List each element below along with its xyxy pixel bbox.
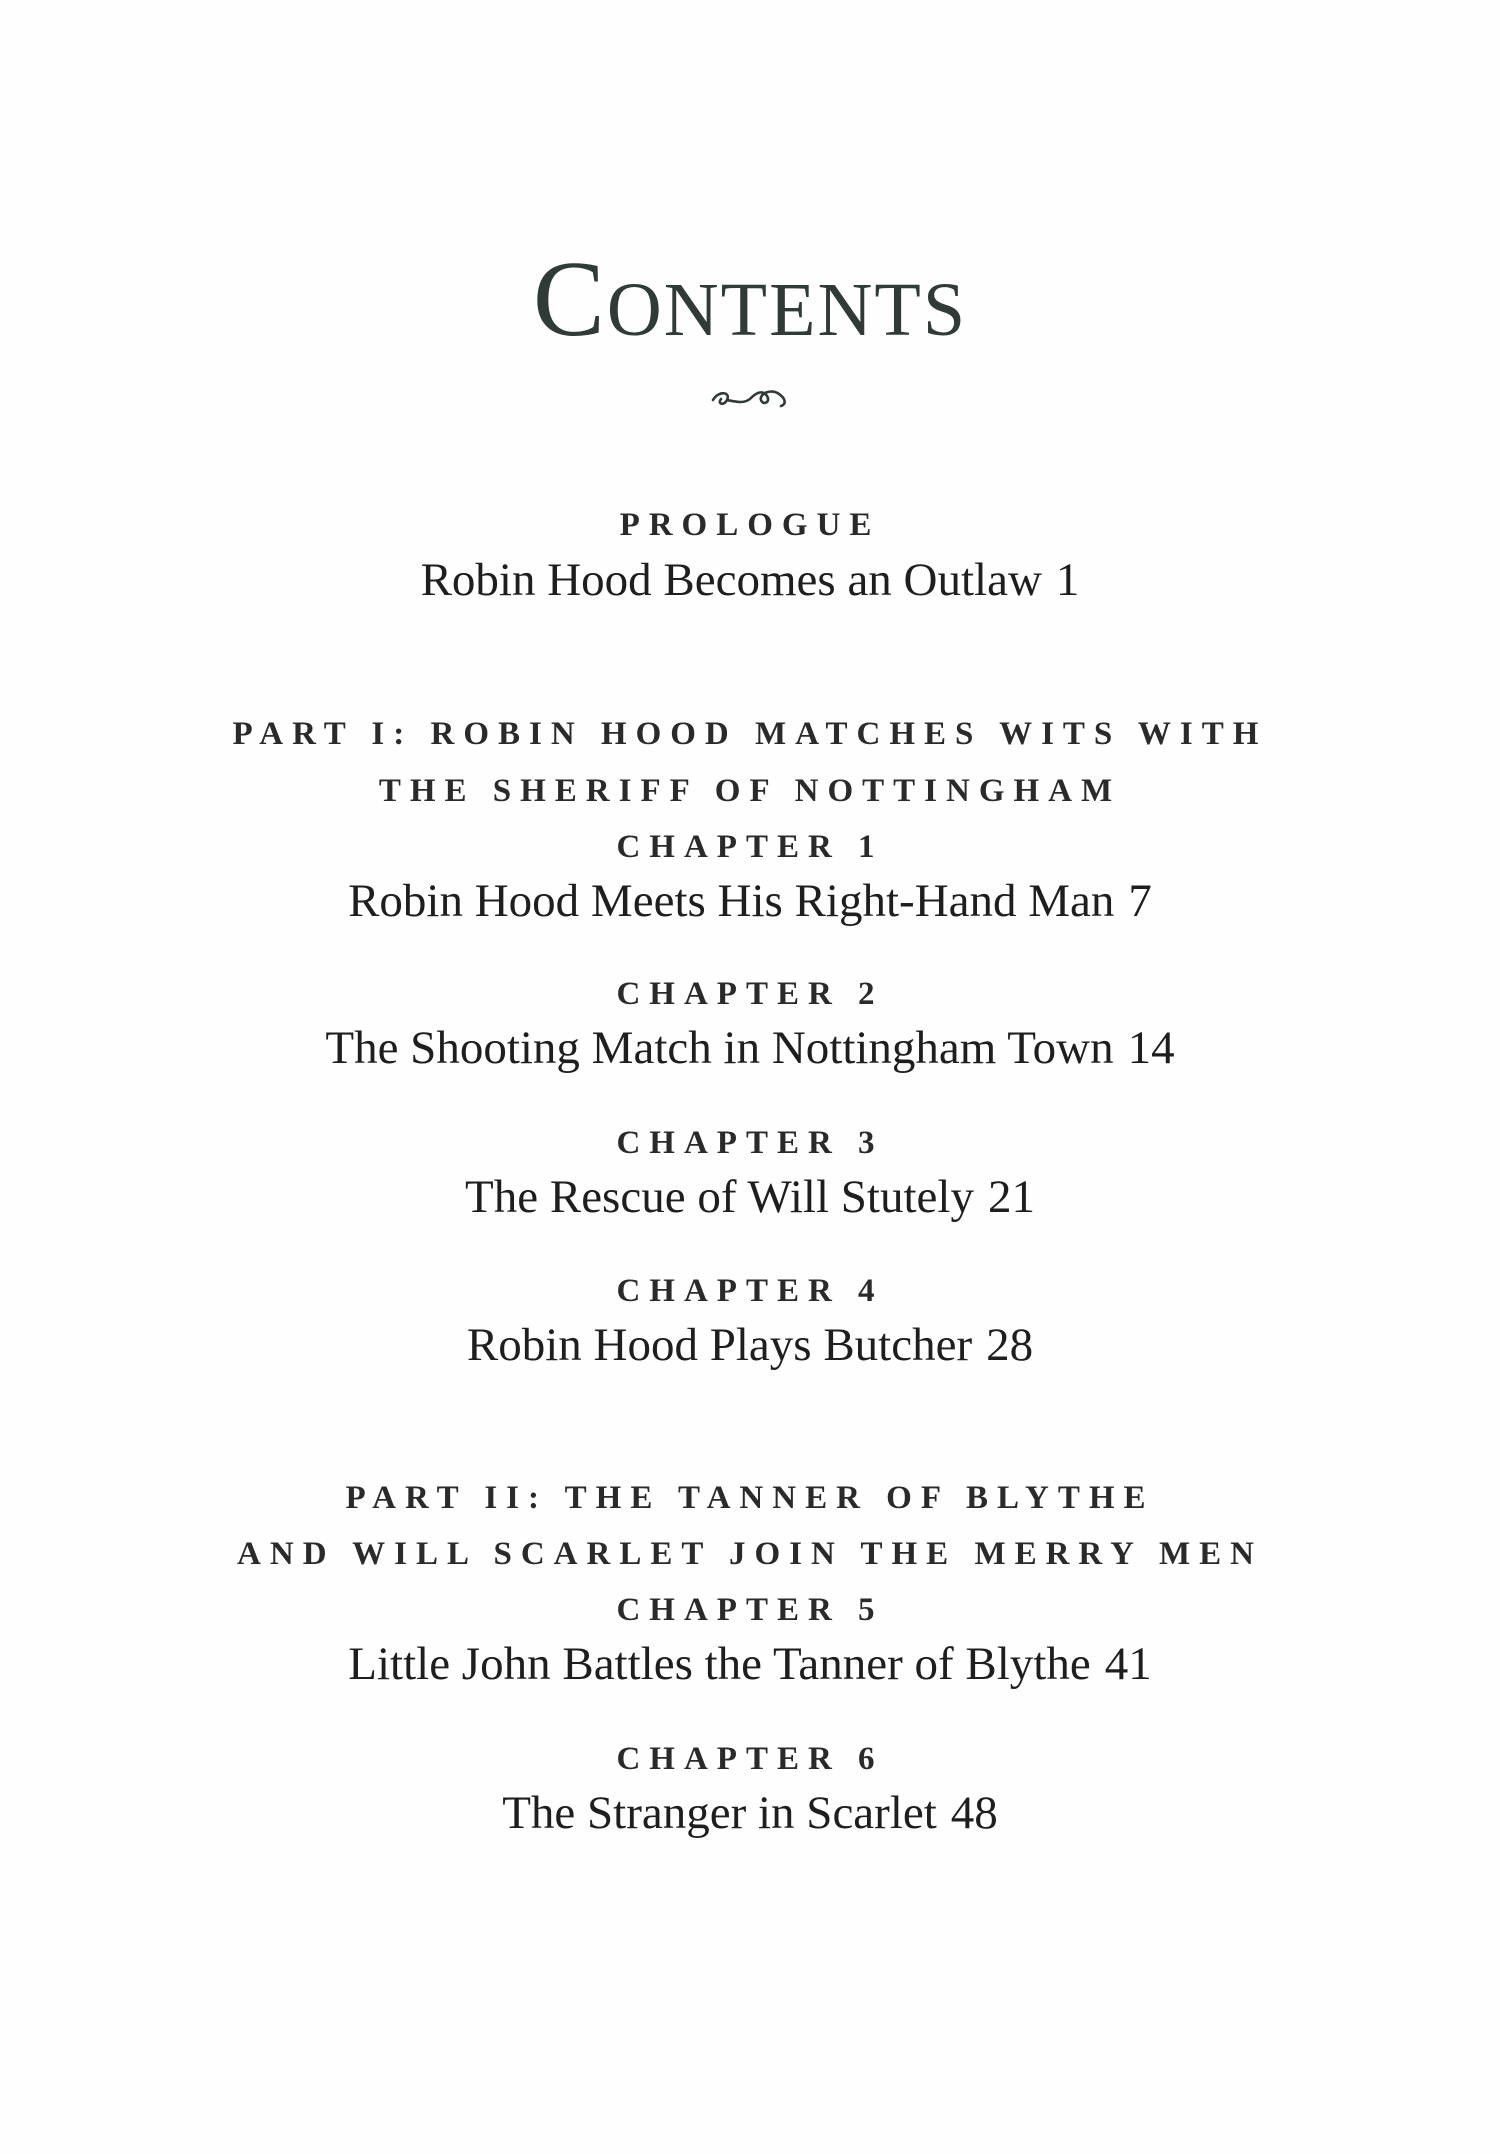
part-heading-line: PART I: ROBIN HOOD MATCHES WITS WITH [232, 716, 1268, 752]
toc-entry-chapter-4[interactable] [0, 1315, 1500, 1375]
chapter-label: CHAPTER 6 [616, 1741, 884, 1777]
toc-entry-chapter-3[interactable] [0, 1167, 1500, 1227]
entry-page-number: 28 [986, 1319, 1034, 1371]
part-heading-line: PART II: THE TANNER OF BLYTHE [345, 1480, 1155, 1516]
toc-entry-chapter-2[interactable] [0, 1018, 1500, 1078]
chapter-label: CHAPTER 1 [616, 829, 884, 865]
toc-entry-chapter-1[interactable] [0, 871, 1500, 931]
entry-title: The Rescue of Will Stutely [465, 1171, 974, 1223]
chapter-label: CHAPTER 3 [616, 1125, 884, 1161]
chapter-label: CHAPTER 5 [616, 1592, 884, 1628]
toc-entry-prologue[interactable] [0, 550, 1500, 610]
entry-page-number: 14 [1127, 1022, 1175, 1074]
flourish-ornament-icon [0, 382, 1500, 422]
entry-title: Robin Hood Becomes an Outlaw [420, 554, 1042, 606]
chapter-label: CHAPTER 2 [616, 976, 884, 1012]
entry-page-number: 48 [950, 1787, 998, 1839]
prologue-heading: PROLOGUE [619, 507, 881, 543]
entry-title: The Stranger in Scarlet [502, 1787, 937, 1839]
part-heading-line: THE SHERIFF OF NOTTINGHAM [378, 773, 1122, 809]
chapter-label: CHAPTER 4 [616, 1273, 884, 1309]
entry-title: Little John Battles the Tanner of Blythe [348, 1638, 1091, 1690]
entry-page-number: 7 [1128, 875, 1152, 927]
part-heading-line: AND WILL SCARLET JOIN THE MERRY MEN [237, 1536, 1263, 1572]
entry-page-number: 1 [1055, 554, 1080, 606]
entry-title: Robin Hood Meets His Right-Hand Man [348, 875, 1115, 927]
entry-page-number: 41 [1104, 1638, 1152, 1690]
toc-entry-chapter-5[interactable] [0, 1634, 1500, 1694]
entry-title: The Shooting Match in Nottingham Town [325, 1022, 1114, 1074]
entry-title: Robin Hood Plays Butcher [466, 1319, 973, 1371]
entry-page-number: 21 [987, 1171, 1035, 1223]
toc-entry-chapter-6[interactable] [0, 1783, 1500, 1843]
page-title: Contents [532, 240, 968, 359]
